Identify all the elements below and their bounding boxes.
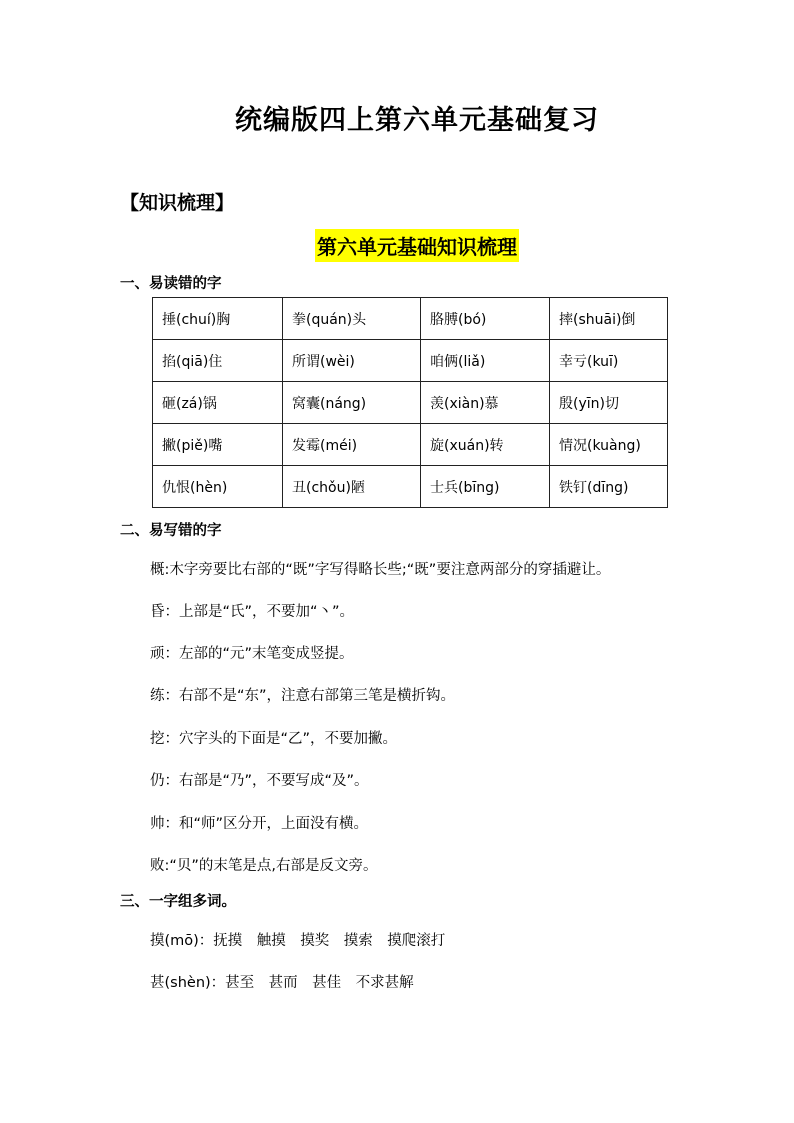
table-cell: 仇恨(hèn) [153, 466, 283, 508]
table-cell: 撇(piě)嘴 [153, 424, 283, 466]
highlight-title-wrap [0, 229, 794, 262]
table-row [153, 340, 668, 382]
table-cell: 士兵(bīng) [421, 466, 550, 508]
table-cell: 捶(chuí)胸 [153, 298, 283, 340]
table-cell: 胳膊(bó) [421, 298, 550, 340]
word-group-line: 甚(shèn)：甚至 甚而 甚佳 不求甚解 [150, 975, 414, 991]
table-cell: 窝囊(náng) [283, 382, 421, 424]
heading-word-groups: 三、一字组多词。 [120, 893, 236, 910]
table-cell: 旋(xuán)转 [421, 424, 550, 466]
heading-easy-misread: 一、易读错的字 [120, 275, 222, 292]
table-cell: 铁钉(dīng) [550, 466, 668, 508]
miswrite-line: 昏：上部是“氏”，不要加“丶”。 [150, 604, 355, 620]
table-cell: 丑(chǒu)陋 [283, 466, 421, 508]
miswrite-line: 败:“贝”的末笔是点,右部是反文旁。 [150, 858, 378, 874]
table-cell: 羡(xiàn)慕 [421, 382, 550, 424]
miswrite-line: 挖：穴字头的下面是“乙”，不要加撇。 [150, 731, 398, 747]
table-cell: 咱俩(liǎ) [421, 340, 550, 382]
highlight-title: 第六单元基础知识梳理 [315, 229, 519, 262]
table-cell: 砸(zá)锅 [153, 382, 283, 424]
table-row [153, 466, 668, 508]
miswrite-line: 概:木字旁要比右部的“既”字写得略长些;“既”要注意两部分的穿插避让。 [150, 562, 611, 578]
heading-easy-miswrite: 二、易写错的字 [120, 522, 222, 539]
table-cell: 所谓(wèi) [283, 340, 421, 382]
miswrite-line: 仍：右部是“乃”，不要写成“及”。 [150, 773, 369, 789]
miswrite-line: 练：右部不是“东”，注意右部第三笔是横折钩。 [150, 688, 456, 704]
page-title: 统编版四上第六单元基础复习 [235, 105, 599, 136]
table-cell: 殷(yīn)切 [550, 382, 668, 424]
table-row [153, 298, 668, 340]
section-tag: 【知识梳理】 [120, 192, 235, 214]
table-row [153, 382, 668, 424]
miswrite-line: 顽：左部的“元”末笔变成竖提。 [150, 646, 354, 662]
table-cell: 情况(kuàng) [550, 424, 668, 466]
table-cell: 发霉(méi) [283, 424, 421, 466]
word-group-line: 摸(mō)：抚摸 触摸 摸奖 摸索 摸爬滚打 [150, 933, 446, 949]
miswrite-line: 帅：和“师”区分开，上面没有横。 [150, 816, 369, 832]
table-cell: 拳(quán)头 [283, 298, 421, 340]
table-cell: 幸亏(kuī) [550, 340, 668, 382]
table-cell: 掐(qiā)住 [153, 340, 283, 382]
misread-characters-table [152, 297, 668, 508]
table-row [153, 424, 668, 466]
table-cell: 摔(shuāi)倒 [550, 298, 668, 340]
